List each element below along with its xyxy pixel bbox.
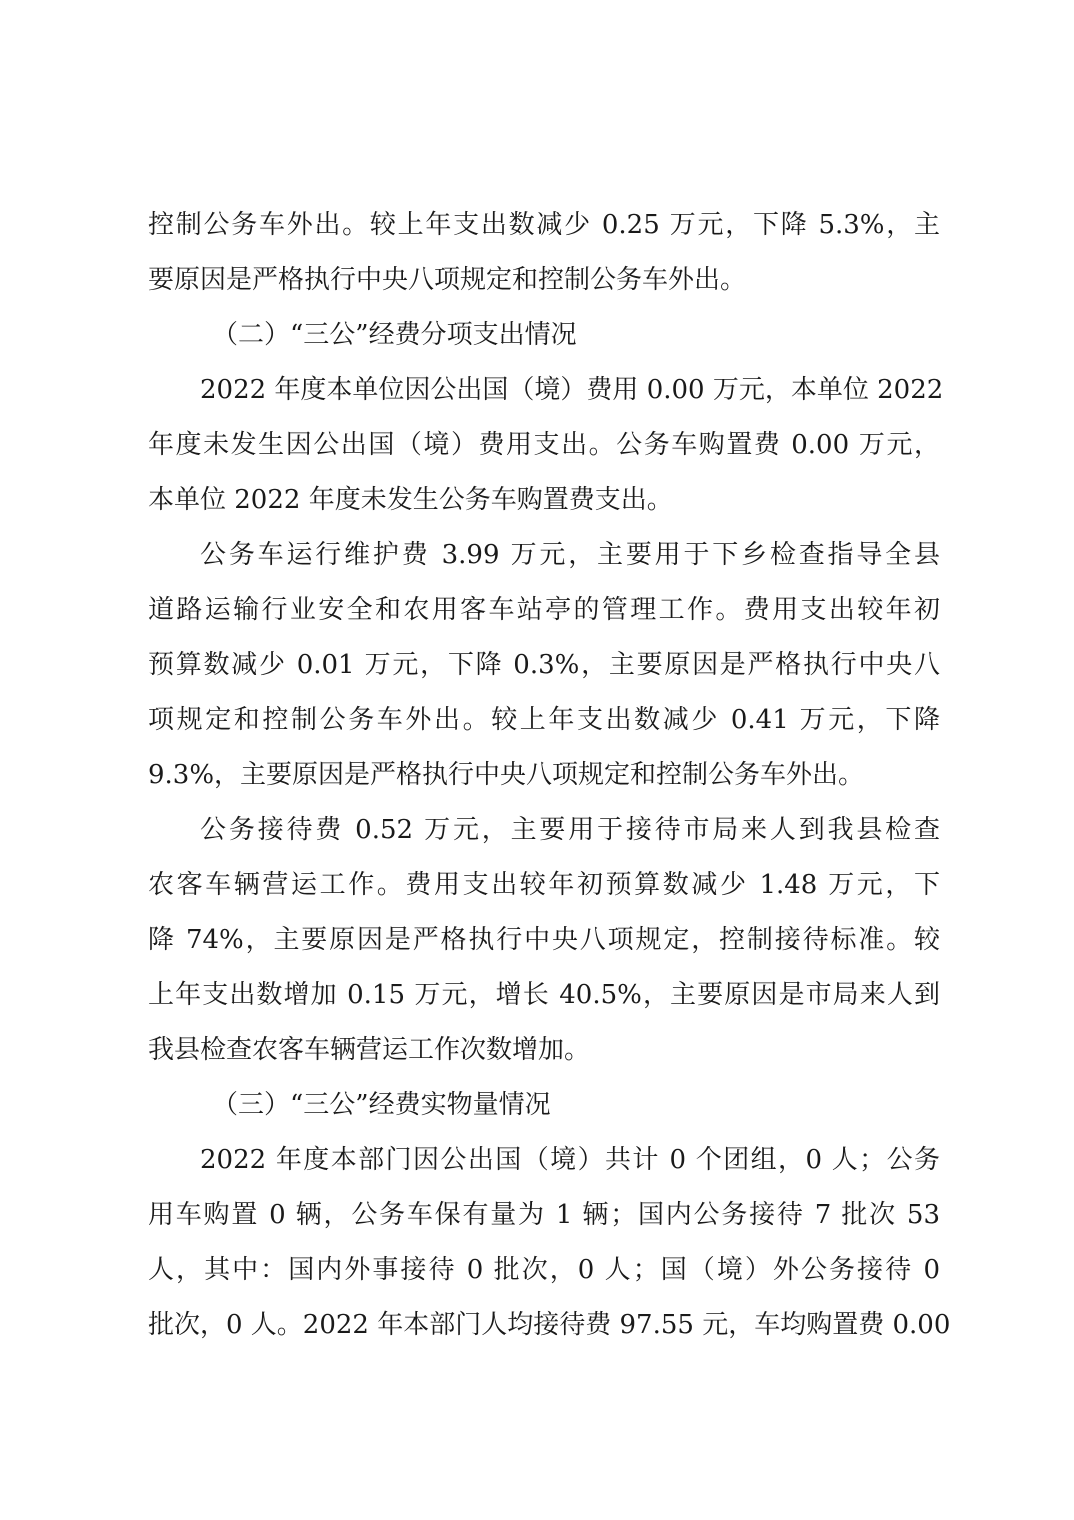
text-line-2: 要原因是严格执行中央八项规定和控制公务车外出。 bbox=[148, 265, 747, 295]
text-line-11: 9.3%，主要原因是严格执行中央八项规定和控制公务车外出。 bbox=[148, 760, 865, 790]
section-heading-2: （二）“三公”经费分项支出情况 bbox=[212, 320, 577, 350]
body-text bbox=[148, 198, 951, 1353]
text-line-12: 公务接待费 0.52 万元，主要用于接待市局来人到我县检查 bbox=[200, 815, 940, 845]
text-line-15: 上年支出数增加 0.15 万元，增长 40.5%，主要原因是市局来人到 bbox=[148, 980, 940, 1010]
text-line-20: 人，其中：国内外事接待 0 批次，0 人；国（境）外公务接待 0 bbox=[148, 1255, 940, 1285]
text-line-18: 2022 年度本部门因公出国（境）共计 0 个团组，0 人；公务 bbox=[200, 1145, 940, 1175]
section-heading-3: （三）“三公”经费实物量情况 bbox=[212, 1090, 551, 1120]
text-line-14: 降 74%，主要原因是严格执行中央八项规定，控制接待标准。较 bbox=[148, 925, 940, 955]
text-line-16: 我县检查农客车辆营运工作次数增加。 bbox=[148, 1035, 591, 1065]
text-line-8: 道路运输行业安全和农用客车站亭的管理工作。费用支出较年初 bbox=[148, 595, 940, 625]
text-line-1: 控制公务车外出。较上年支出数减少 0.25 万元，下降 5.3%，主 bbox=[148, 210, 940, 240]
text-line-21: 批次，0 人。2022 年本部门人均接待费 97.55 元，车均购置费 0.00 bbox=[148, 1310, 951, 1340]
text-line-10: 项规定和控制公务车外出。较上年支出数减少 0.41 万元，下降 bbox=[148, 705, 940, 735]
text-line-13: 农客车辆营运工作。费用支出较年初预算数减少 1.48 万元，下 bbox=[148, 870, 940, 900]
text-line-4: 2022 年度本单位因公出国（境）费用 0.00 万元，本单位 2022 bbox=[200, 375, 944, 405]
text-line-9: 预算数减少 0.01 万元，下降 0.3%，主要原因是严格执行中央八 bbox=[148, 650, 940, 680]
text-line-19: 用车购置 0 辆，公务车保有量为 1 辆；国内公务接待 7 批次 53 bbox=[148, 1200, 940, 1230]
text-line-7: 公务车运行维护费 3.99 万元，主要用于下乡检查指导全县 bbox=[200, 540, 940, 570]
text-line-6: 本单位 2022 年度未发生公务车购置费支出。 bbox=[148, 485, 673, 515]
text-line-5: 年度未发生因公出国（境）费用支出。公务车购置费 0.00 万元， bbox=[148, 430, 940, 460]
